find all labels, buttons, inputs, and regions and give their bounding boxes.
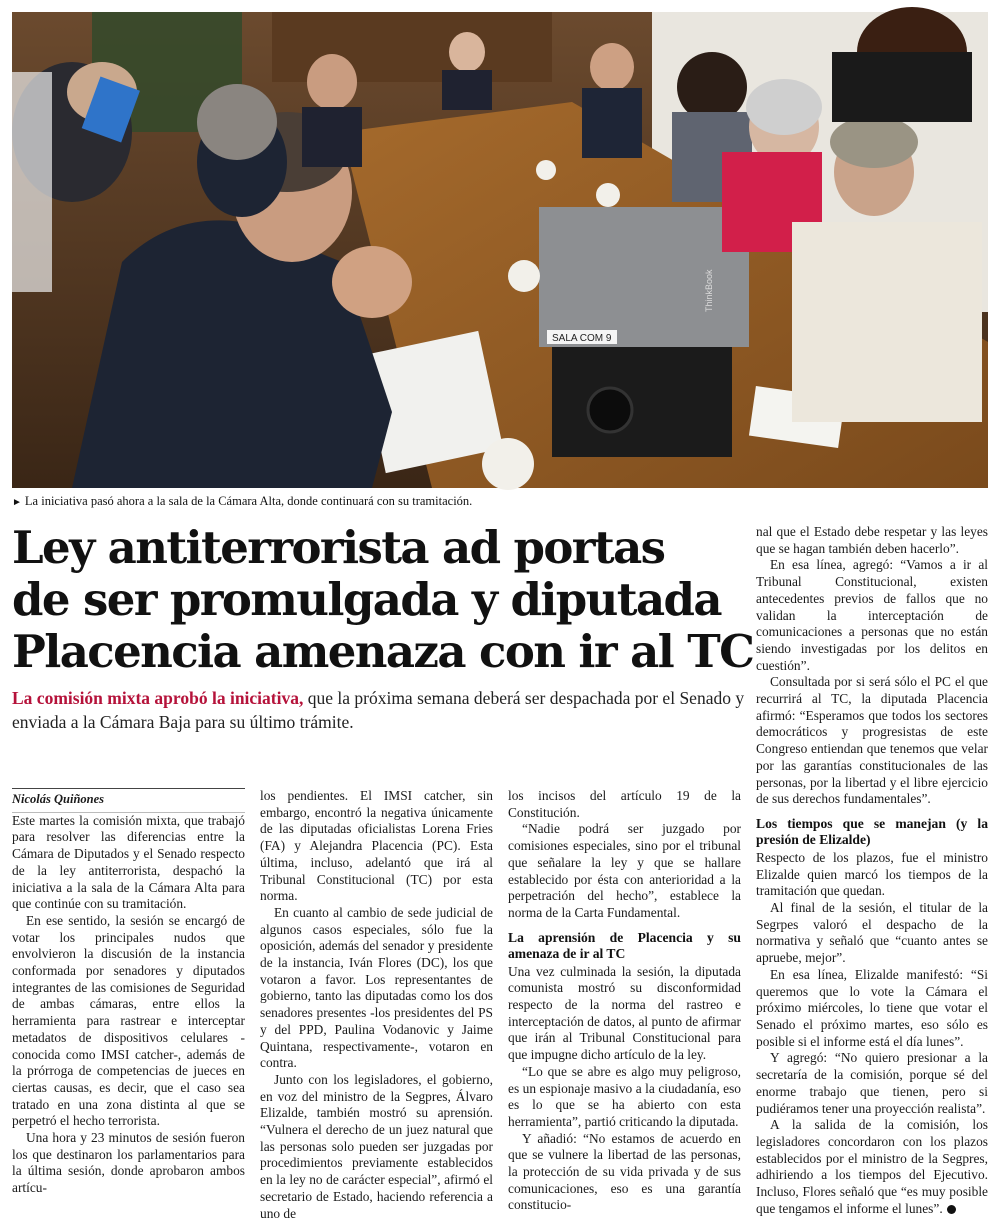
paragraph: Respecto de los plazos, fue el ministro Elizalde quien marcó los tiempos de la tramitación que quedan. — [756, 849, 988, 899]
paragraph: los pendientes. El IMSI catcher, sin embargo, encontró la negativa únicamente de las diputadas oficialistas Lorena Fries (FA) y Alejandra Placencia (PC). Esta última, incluso, adelantó que irá al Tribunal Constitucional (TC) por esta norma. — [260, 788, 493, 904]
deck-rest: que la próxima semana deberá ser despachada por el Senado y enviada a la Cámara Baja para su último trámite. — [12, 688, 745, 732]
deck-lead: La comisión mixta aprobó la iniciativa, — [12, 688, 304, 708]
paragraph: los incisos del artículo 19 de la Constitución. — [508, 788, 741, 820]
headline-line-1: Ley antiterrorista ad portas — [12, 521, 665, 574]
headline-line-2: de ser promulgada y diputada — [12, 573, 721, 626]
paragraph: Junto con los legisladores, el gobierno, en voz del ministro de la Segpres, Álvaro Elizalde, también mostró su aprensión. “Vulnera el derecho de un juez natural que las personas solo pueden ser juzgadas por procedimientos previamente establecidos en la ley no de carácter especial”, afirmó el secretario de Estado, haciendo referencia a uno de — [260, 1071, 493, 1221]
paragraph: En ese sentido, la sesión se encargó de votar los principales nudos que envolvieron la discusión de la instancia conformada por senadores y diputados integrantes de las comisiones de Seguridad de ambas cámaras, entre ellos la herramienta para rastrear e interceptar metadatos de dispositivos celulares -conocida como IMSI catcher-, además de la prórroga de competencias de jueces en ciertas causas, es decir, que el caso sea tratado en una zona distinta al que se perpetró el hecho terrorista. — [12, 912, 245, 1129]
paragraph: Una vez culminada la sesión, la diputada comunista mostró su disconformidad respecto de la norma del rastreo e interceptación de datos, al punto de afirmar que irán al Tribunal Constitucional para que impugne dicho artículo de la ley. — [508, 963, 741, 1063]
deck — [12, 686, 747, 734]
paragraph: Consultada por si será sólo el PC el que recurrirá al TC, la diputada Placencia afirmó: “Esperamos que todos los sectores democráticos y progresistas de este Congreso entiendan que tenemos que velar por las garantías constitucionales de las personas, por la libertad y el libre ejercicio de sus derechos fundamentales”. — [756, 674, 988, 807]
subheading: Los tiempos que se manejan (y la presión de Elizalde) — [756, 815, 988, 848]
byline: Nicolás Quiñones — [12, 788, 245, 813]
column-4 — [756, 524, 988, 1216]
subheading: La aprensión de Placencia y su amenaza de ir al TC — [508, 929, 741, 962]
end-mark-icon — [947, 1205, 956, 1214]
room-label: SALA COM 9 — [552, 333, 612, 344]
column-2 — [260, 788, 493, 1221]
paragraph: En cuanto al cambio de sede judicial de algunos casos especiales, sólo fue la oposición, además del senador y presidente de la instancia, Iván Flores (DC), los que votaron a favor. Los representantes de gobierno, tanto las diputadas como los dos senadores presentes -los presidentes del PS y del PPD, Paulina Vodanovic y Jaime Quintana, respectivamente-, votaron en contra. — [260, 904, 493, 1071]
headline-line-3: Placencia amenaza con ir al TC — [12, 625, 754, 678]
paragraph: En esa línea, Elizalde manifestó: “Si queremos que lo vote la Cámara el próximo miércoles, lo tiene que votar el Senado el próximo martes, eso sólo es posible si el informe está el día lunes”. — [756, 966, 988, 1049]
paragraph: “Lo que se abre es algo muy peligroso, es un espionaje masivo a la ciudadanía, eso es lo que se ha abierto con esta herramienta”, partió criticando la diputada. — [508, 1063, 741, 1129]
paragraph-text: A la salida de la comisión, los legisladores concordaron con los plazos establecidos por el ministro de la Segpres, adhiriendo a los tiempos del Ejecutivo. Incluso, Flores señaló que “es muy posible que tengamos el informe el lunes”. — [756, 1117, 988, 1216]
laptop-brand-label: ThinkBook — [704, 269, 714, 312]
photo-caption — [12, 493, 988, 511]
paragraph: Y agregó: “No quiero presionar a la secretaría de la comisión, porque sé del enorme trabajo que tienen, pero si pudiéramos tener una proyección realista”. — [756, 1050, 988, 1116]
paragraph: Este martes la comisión mixta, que trabajó para resolver las diferencias entre la Cámara de Diputados y el Senado respecto de la ley antiterrorista, despachó la iniciativa a la sala de la Cámara Alta para que continúe con su tramitación. — [12, 812, 245, 912]
column-1 — [12, 788, 245, 1196]
paragraph-last — [756, 1117, 988, 1217]
caption-marker-icon: ► — [12, 497, 22, 508]
paragraph: En esa línea, agregó: “Vamos a ir al Tribunal Constitucional, existen antecedentes previos de fallos que no validan la interceptación de comunicaciones a personas que no están siendo investigadas por los delitos en cuestión”. — [756, 557, 988, 673]
column-3 — [508, 788, 741, 1213]
paragraph: Una hora y 23 minutos de sesión fueron los que destinaron los parlamentarios para la última sesión, donde aprobaron ambos artícu- — [12, 1130, 245, 1196]
paragraph: “Nadie podrá ser juzgado por comisiones especiales, sino por el tribunal que señalare la ley y que se hallare establecido por ésta con anterioridad a la perpetración del hecho”, establece la norma de la Carta Fundamental. — [508, 821, 741, 920]
headline — [12, 521, 754, 678]
article-photo — [12, 12, 988, 488]
paragraph: Y añadió: “No estamos de acuerdo en que se vulnere la libertad de las personas, la protección de su vida privada y de sus comunicaciones, eso es una garantía constitucio- — [508, 1130, 741, 1213]
paragraph: nal que el Estado debe respetar y las leyes que se hagan también deben hacerlo”. — [756, 524, 988, 556]
caption-text: La iniciativa pasó ahora a la sala de la Cámara Alta, donde continuará con su tramitación. — [24, 494, 473, 508]
paragraph: Al final de la sesión, el titular de la Segrpes valoró el despacho de la normativa y señaló que “cuanto antes se apruebe, mejor”. — [756, 900, 988, 966]
